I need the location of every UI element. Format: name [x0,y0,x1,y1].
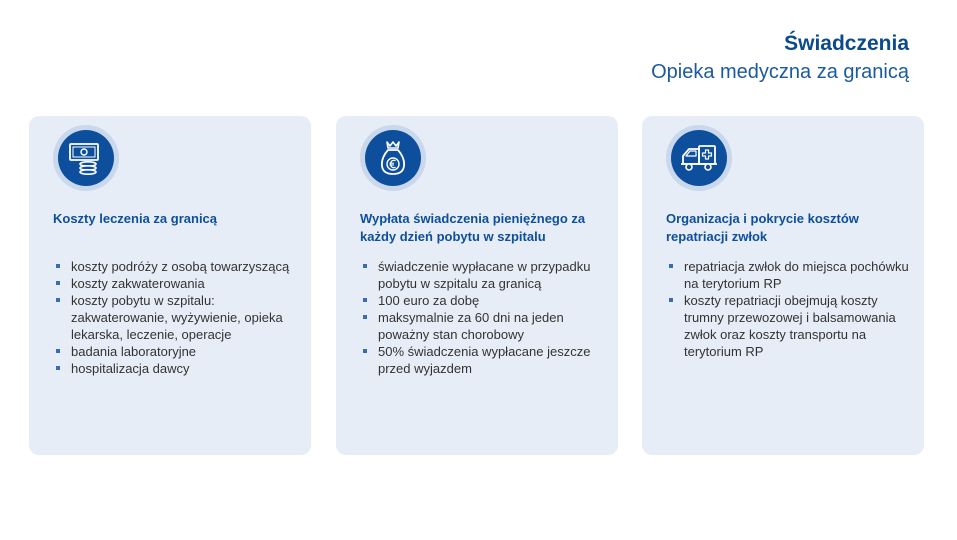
list-item: badania laboratoryjne [55,343,301,360]
list-item: koszty pobytu w szpitalu: zakwaterowanie, wyżywienie, opieka lekarska, leczenie, operacje [55,292,301,343]
benefit-card-repatriation [642,116,924,455]
card-title: Wypłata świadczenia pieniężnego za każdy dzień pobytu w szpitalu [360,211,586,244]
list-item: hospitalizacja dawcy [55,360,301,377]
benefit-list [668,258,914,360]
list-item: świadczenie wypłacane w przypadku pobytu w szpitalu za granicą [362,258,608,292]
list-item: maksymalnie za 60 dni na jeden poważny stan chorobowy [362,309,608,343]
euro-money-bag-icon [373,138,413,178]
card-title: Organizacja i pokrycie kosztów repatriacji zwłok [666,211,859,244]
benefit-list [362,258,608,377]
icon-badge [53,125,119,191]
list-item: koszty zakwaterowania [55,275,301,292]
list-item: koszty podróży z osobą towarzyszącą [55,258,301,275]
icon-badge [666,125,732,191]
page-title: Świadczenia [784,32,909,55]
benefit-card-treatment-costs [29,116,311,455]
ambulance-icon [679,138,719,178]
list-item: 50% świadczenia wypłacane jeszcze przed wyjazdem [362,343,608,377]
list-item: 100 euro za dobę [362,292,608,309]
money-stack-icon [66,138,106,178]
page-header [651,30,909,86]
benefit-card-hospital-allowance [336,116,618,455]
list-item: repatriacja zwłok do miejsca pochówku na terytorium RP [668,258,914,292]
card-title: Koszty leczenia za granicą [53,211,218,226]
benefit-list [55,258,301,377]
list-item: koszty repatriacji obejmują koszty trumny przewozowej i balsamowania zwłok oraz koszty transportu na terytorium RP [668,292,914,360]
page-subtitle: Opieka medyczna za granicą [651,61,909,83]
icon-badge [360,125,426,191]
